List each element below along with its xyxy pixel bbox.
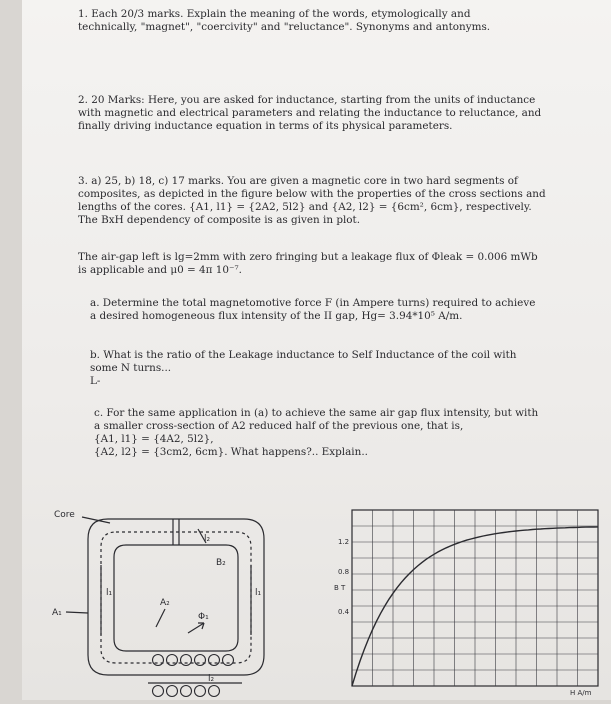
airgap-line-1: The air-gap left is lg=2mm with zero fringing but a leakage flux of Φleak = 0.006 mWb (78, 251, 538, 263)
question-1 (78, 8, 598, 34)
l1-right-label: l₁ (255, 588, 262, 598)
q3-line-2: composites, as depicted in the figure below with the properties of the cross sections and (78, 188, 546, 200)
q2-line-3: finally driving inductance equation in terms of its physical parameters. (78, 120, 453, 132)
part-a-line-1: a. Determine the total magnetomotive force F (in Ampere turns) required to achieve (90, 297, 536, 309)
core-label: Core (54, 510, 75, 520)
q1-line-2: technically, "magnet", "coercivity" and "reluctance". Synonyms and antonyms. (78, 21, 491, 33)
part-b-line-3: L- (90, 375, 101, 387)
part-b-line-1: b. What is the ratio of the Leakage inductance to Self Inductance of the coil with (90, 349, 517, 361)
y-tick-label-3: 0.4 (338, 608, 350, 616)
part-a (90, 297, 590, 323)
part-c-line-3: {A1, l1} = {4A2, 5l2}, (94, 433, 214, 445)
question-2 (78, 94, 598, 133)
bh-curve-figure (318, 502, 606, 700)
l1-left-label: l₁ (106, 588, 113, 598)
a1-label: A₁ (52, 608, 62, 618)
airgap-statement (78, 251, 598, 277)
q3-line-1: 3. a) 25, b) 18, c) 17 marks. You are given a magnetic core in two hard segments of (78, 175, 518, 187)
part-b (90, 349, 590, 388)
part-c-line-2: a smaller cross-section of A2 reduced half of the previous one, that is, (94, 420, 464, 432)
magnetic-core-figure (48, 505, 310, 700)
l2-top-label: l₂ (204, 534, 211, 544)
phi-label: Φ₁ (198, 612, 209, 622)
y-tick-label-1: 1.2 (338, 538, 350, 546)
y-axis-label: B T (334, 584, 346, 592)
mean-flux-path (101, 532, 251, 663)
part-c-line-1: c. For the same application in (a) to achieve the same air gap flux intensity, but with (94, 407, 539, 419)
q2-line-2: with magnetic and electrical parameters and relating the inductance to reluctance, and (78, 107, 542, 119)
q2-line-1: 2. 20 Marks: Here, you are asked for inductance, starting from the units of inductance (78, 94, 536, 106)
question-3 (78, 175, 598, 227)
bh-chart (318, 502, 606, 700)
airgap-line-2: is applicable and μ0 = 4π 10⁻⁷. (78, 264, 242, 276)
a2-label: A₂ (160, 598, 170, 608)
flux-arrow (188, 623, 204, 633)
q1-line-1: 1. Each 20/3 marks. Explain the meaning of the words, etymologically and (78, 8, 471, 20)
q3-line-4: The BxH dependency of composite is as given in plot. (78, 214, 361, 226)
y-tick-label-2: 0.8 (338, 568, 350, 576)
part-c (94, 407, 594, 459)
part-b-line-2: some N turns... (90, 362, 172, 374)
part-a-line-2: a desired homogeneous flux intensity of the II gap, Hg= 3.94*10⁵ A/m. (90, 310, 463, 322)
a1-pointer (66, 612, 88, 613)
part-c-line-4: {A2, l2} = {3cm2, 6cm}. What happens?.. Explain.. (94, 446, 368, 458)
core-diagram (48, 505, 310, 700)
q3-line-3: lengths of the cores. {A1, l1} = {2A2, 5l2} and {A2, l2} = {6cm², 6cm}, respectively. (78, 201, 532, 213)
x-axis-label: H A/m (570, 689, 592, 697)
b2-label: B₂ (216, 558, 226, 568)
l2-bottom-label: l₂ (208, 674, 215, 684)
a2-pointer (156, 609, 165, 627)
